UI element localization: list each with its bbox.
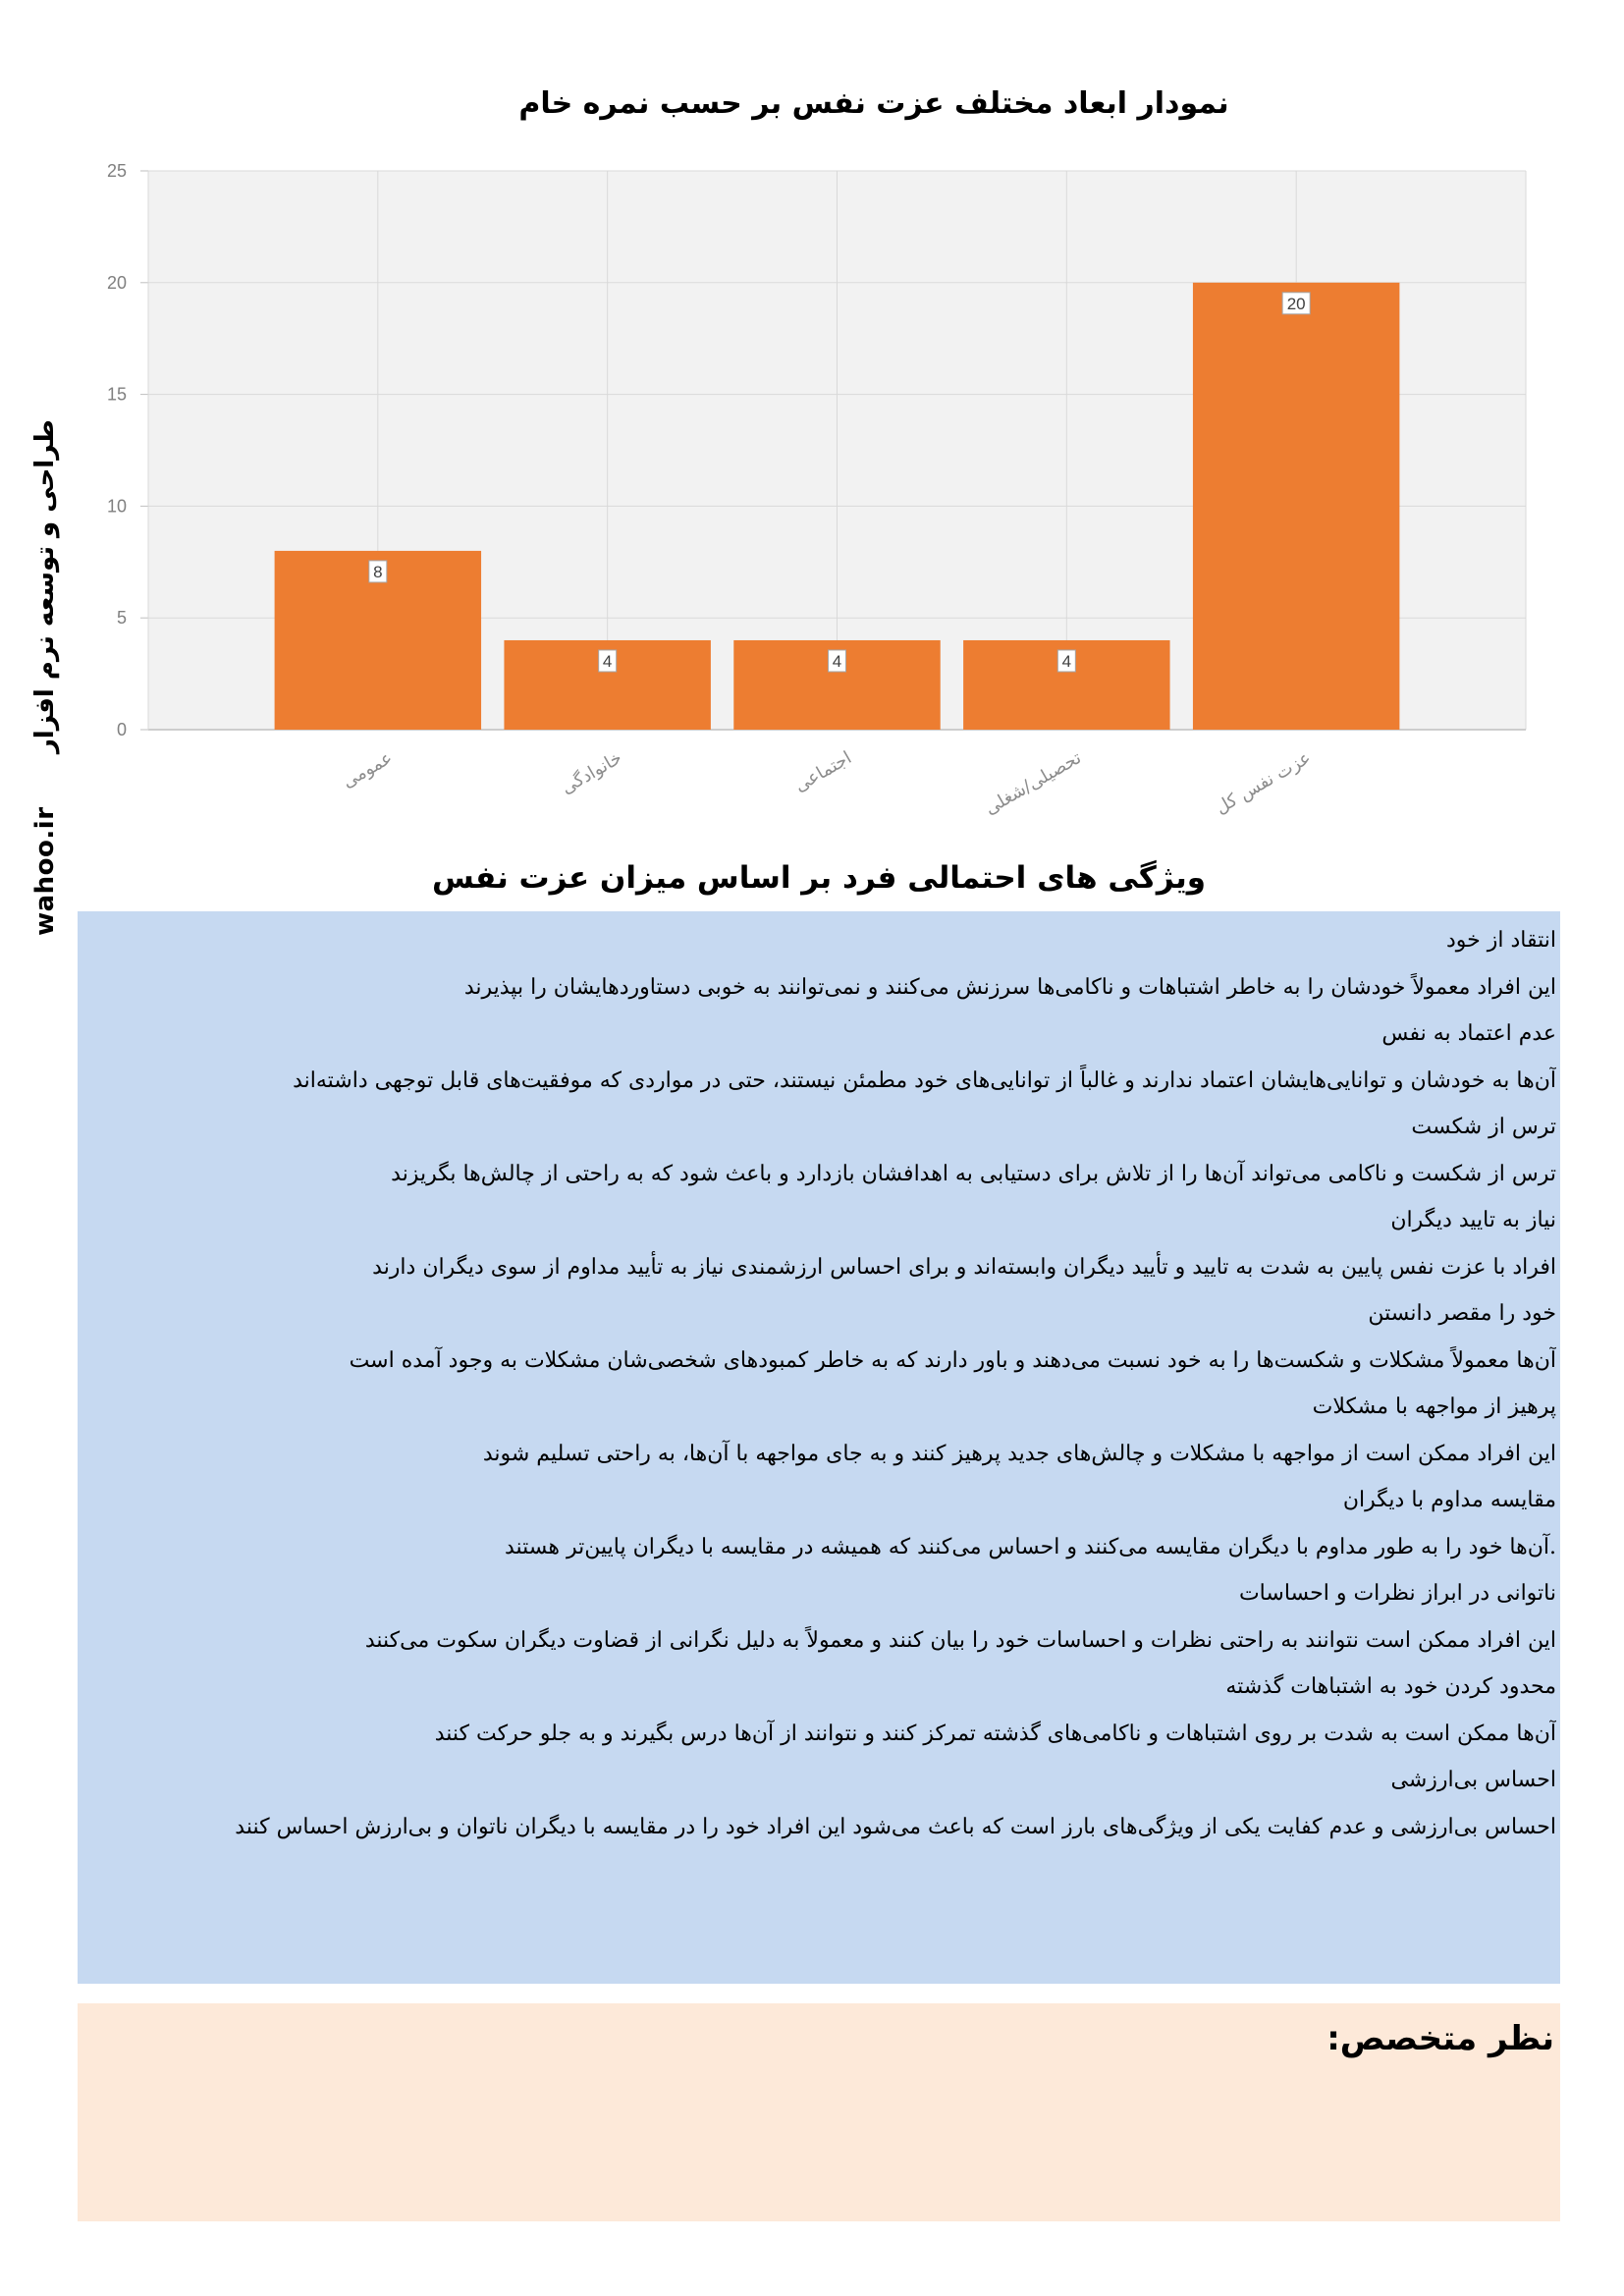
trait-description: آن‌ها ممکن است به شدت بر روی اشتباهات و ناکامی‌های گذشته تمرکز کنند و نتوانند از آن‌ها درس بگیرند و به جلو حرکت کنند [434, 1721, 1556, 1746]
x-category-label: تحصیلی/شغلی [981, 747, 1085, 820]
data-label [1282, 293, 1310, 314]
x-category-label: عمومی [339, 747, 397, 793]
trait-heading: عدم اعتماد به نفس [1381, 1021, 1556, 1046]
x-category-label: اجتماعی [790, 747, 855, 796]
y-tick-label: 25 [106, 161, 127, 181]
data-label-text: 4 [832, 651, 842, 671]
trait-description: آن‌ها به خودشان و توانایی‌هایشان اعتماد ندارند و غالباً از توانایی‌های خود مطمئن نیستند، حتی در مواردی که موفقیت‌های قابل توجهی داشته‌اند [293, 1067, 1556, 1093]
y-tick-label: 10 [106, 496, 127, 517]
trait-description: .آن‌ها خود را به طور مداوم با دیگران مقایسه می‌کنند و احساس می‌کنند که همیشه در مقایسه با دیگران پایین‌تر هستند [504, 1534, 1556, 1559]
y-tick-label: 20 [106, 272, 127, 293]
trait-heading: انتقاد از خود [1446, 928, 1556, 953]
chart-title: نمودار ابعاد مختلف عزت نفس بر حسب نمره خام [518, 86, 1229, 121]
data-label [1057, 650, 1075, 672]
trait-heading: نیاز به تایید دیگران [1390, 1208, 1556, 1232]
trait-description: این افراد معمولاً خودشان را به خاطر اشتباهات و ناکامی‌ها سرزنش می‌کنند و نمی‌توانند به خوبی دستاوردهایشان را بپذیرند [463, 974, 1556, 1000]
data-label [599, 650, 617, 672]
data-label-text: 4 [602, 651, 613, 671]
traits-title: ویژگی های احتمالی فرد بر اساس میزان عزت نفس [431, 860, 1207, 896]
trait-description: احساس بی‌ارزشی و عدم کفایت یکی از ویژگی‌های بارز است که باعث می‌شود این افراد خود را در مقایسه با دیگران ناتوان و بی‌ارزش احساس کنند [235, 1814, 1556, 1839]
data-label-text: 8 [373, 562, 383, 581]
trait-description: آن‌ها معمولاً مشکلات و شکست‌ها را به خود نسبت می‌دهند و باور دارند که به خاطر کمبودهای شخصی‌شان مشکلات به وجود آمده است [349, 1347, 1556, 1373]
y-tick-label: 5 [116, 608, 127, 629]
brand-tagline: طراحی و توسعه نرم افزار [30, 419, 60, 754]
trait-heading: ناتوانی در ابراز نظرات و احساسات [1238, 1581, 1556, 1606]
expert-panel [78, 2003, 1560, 2221]
traits-panel [78, 911, 1560, 1984]
trait-heading: احساس بی‌ارزشی [1390, 1768, 1556, 1792]
bar [1193, 283, 1399, 730]
trait-heading: خود را مقصر دانستن [1368, 1301, 1556, 1326]
trait-description: ترس از شکست و ناکامی می‌تواند آن‌ها را از تلاش برای دستیابی به اهدافشان بازدارد و باعث شود که به راحتی از چالش‌ها بگریزند [391, 1161, 1556, 1186]
trait-heading: پرهیز از مواجهه با مشکلات [1312, 1394, 1556, 1419]
trait-heading: محدود کردن خود به اشتباهات گذشته [1225, 1674, 1556, 1699]
trait-description: این افراد ممکن است نتوانند به راحتی نظرات و احساسات خود را بیان کنند و معمولاً به دلیل نگرانی از قضاوت دیگران سکوت می‌کنند [364, 1627, 1556, 1653]
data-label [829, 650, 846, 672]
expert-heading: نظر متخصص: [1326, 2019, 1554, 2058]
trait-heading: ترس از شکست [1411, 1115, 1556, 1139]
brand-site: wahoo.ir [30, 806, 60, 936]
y-tick-label: 15 [106, 384, 127, 405]
x-category-label: خانوادگی [558, 747, 626, 799]
y-tick-label: 0 [116, 720, 127, 739]
trait-description: افراد با عزت نفس پایین به شدت به تایید و تأیید دیگران وابسته‌اند و برای احساس ارزشمندی نیاز به تأیید مداوم از سوی دیگران دارند [372, 1254, 1556, 1280]
x-category-label: عزت نفس کل [1212, 747, 1315, 819]
data-label-text: 20 [1286, 294, 1306, 313]
data-label-text: 4 [1061, 651, 1072, 671]
bar-chart [0, 147, 1624, 854]
trait-description: این افراد ممکن است از مواجهه با مشکلات و چالش‌های جدید پرهیز کنند و به جای مواجهه با آن‌ها، به راحتی تسلیم شوند [482, 1441, 1556, 1466]
data-label [369, 561, 387, 582]
trait-heading: مقایسه مداوم با دیگران [1342, 1488, 1556, 1512]
